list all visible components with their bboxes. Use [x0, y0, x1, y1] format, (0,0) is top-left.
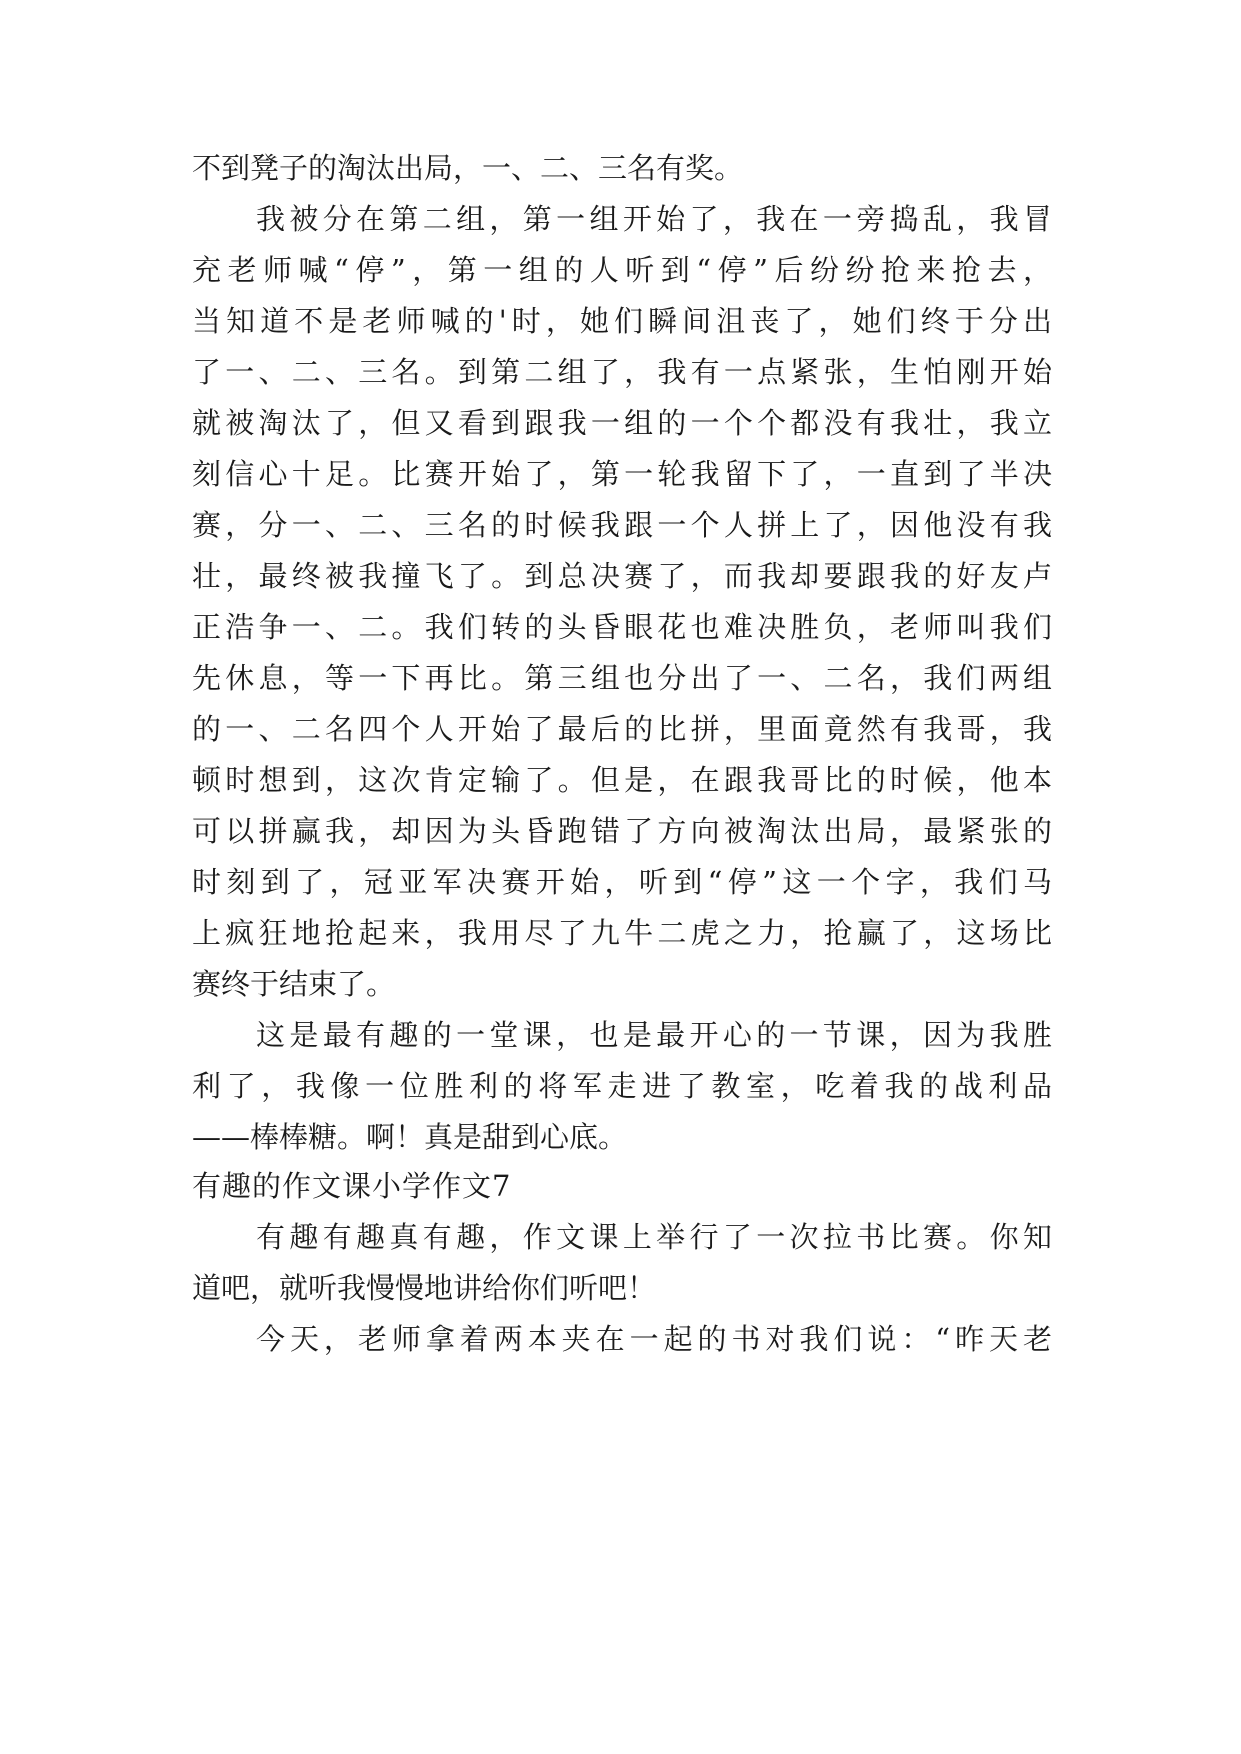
text-line: 先休息，等一下再比。第三组也分出了一、二名，我们两组: [192, 661, 1052, 695]
paragraph-first-line: 这是最有趣的一堂课，也是最开心的一节课，因为我胜: [256, 1018, 1052, 1052]
text-line: 不到凳子的淘汰出局，一、二、三名有奖。: [192, 151, 744, 185]
text-line: 赛终于结束了。: [192, 967, 396, 1001]
text-line: 的一、二名四个人开始了最后的比拼，里面竟然有我哥，我: [192, 712, 1052, 746]
text-line: 道吧，就听我慢慢地讲给你们听吧！: [192, 1271, 657, 1305]
text-line: 赛，分一、二、三名的时候我跟一个人拼上了，因他没有我: [192, 508, 1052, 542]
text-line: 可以拼赢我，却因为头昏跑错了方向被淘汰出局，最紧张的: [192, 814, 1052, 848]
text-line: 了一、二、三名。到第二组了，我有一点紧张，生怕刚开始: [192, 355, 1052, 389]
section-heading: 有趣的作文课小学作文7: [192, 1169, 512, 1203]
text-line: 充老师喊“停”，第一组的人听到“停”后纷纷抢来抢去，: [192, 253, 1052, 287]
text-line: 利了，我像一位胜利的将军走进了教室，吃着我的战利品: [192, 1069, 1052, 1103]
paragraph-first-line: 有趣有趣真有趣，作文课上举行了一次拉书比赛。你知: [256, 1220, 1052, 1254]
paragraph-first-line: 今天，老师拿着两本夹在一起的书对我们说：“昨天老: [256, 1322, 1052, 1356]
text-line: 壮，最终被我撞飞了。到总决赛了，而我却要跟我的好友卢: [192, 559, 1052, 593]
text-line: 就被淘汰了，但又看到跟我一组的一个个都没有我壮，我立: [192, 406, 1052, 440]
text-line: ——棒棒糖。啊！真是甜到心底。: [192, 1120, 628, 1154]
text-line: 刻信心十足。比赛开始了，第一轮我留下了，一直到了半决: [192, 457, 1052, 491]
text-line: 时刻到了，冠亚军决赛开始，听到“停”这一个字，我们马: [192, 865, 1052, 899]
text-line: 当知道不是老师喊的'时，她们瞬间沮丧了，她们终于分出: [192, 304, 1052, 338]
text-line: 正浩争一、二。我们转的头昏眼花也难决胜负，老师叫我们: [192, 610, 1052, 644]
text-line: 顿时想到，这次肯定输了。但是，在跟我哥比的时候，他本: [192, 763, 1052, 797]
paragraph-first-line: 我被分在第二组，第一组开始了，我在一旁捣乱，我冒: [256, 202, 1052, 236]
text-line: 上疯狂地抢起来，我用尽了九牛二虎之力，抢赢了，这场比: [192, 916, 1052, 950]
